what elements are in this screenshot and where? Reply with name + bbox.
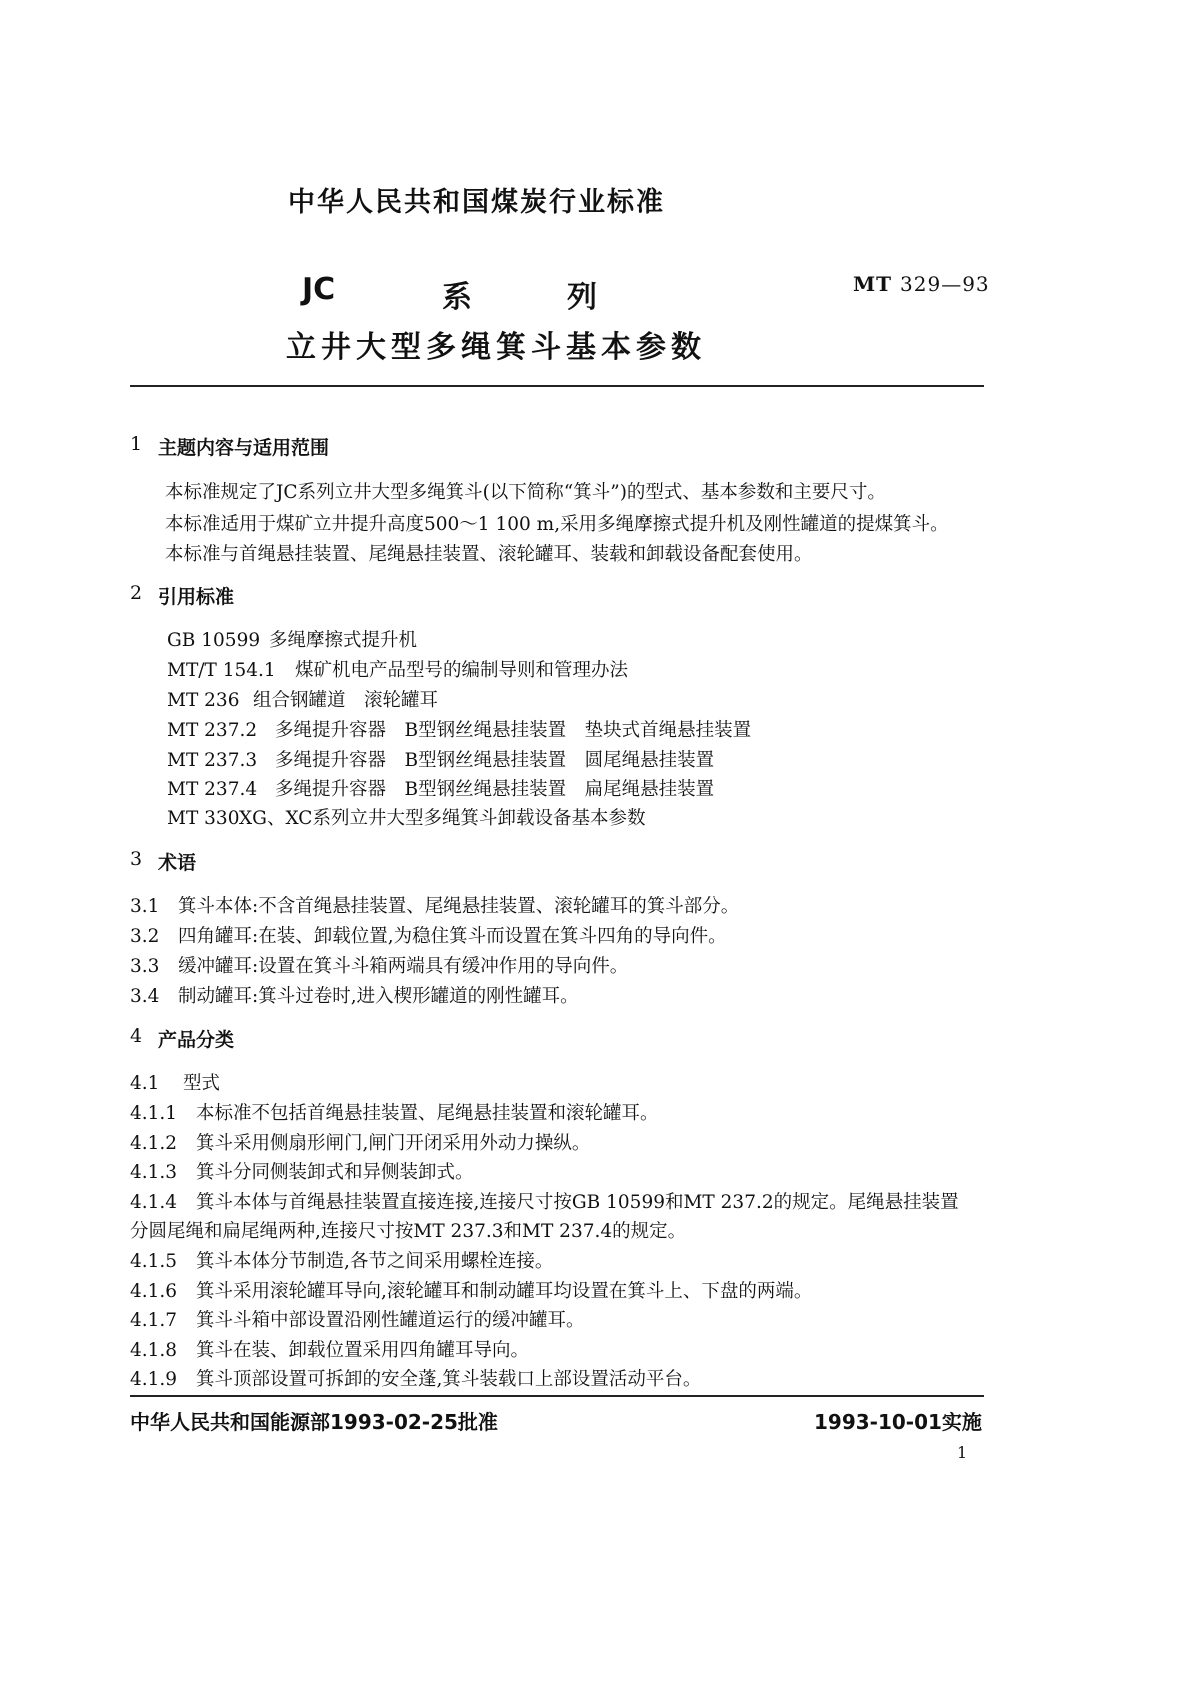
- clause-item: [130, 1158, 474, 1184]
- reference-code: GB 10599: [167, 630, 261, 651]
- reference-code: MT 236: [167, 690, 240, 711]
- section-3-number: 3: [130, 848, 143, 870]
- title-jc: JC: [302, 272, 336, 307]
- clause-item: [130, 1336, 529, 1362]
- reference-item: [167, 746, 714, 772]
- clause-number: 4.1.6: [130, 1281, 178, 1302]
- clause-text: 箕斗本体分节制造,各节之间采用螺栓连接。: [196, 1251, 554, 1272]
- reference-title: 多绳提升容器 B型钢丝绳悬挂装置 垫块式首绳悬挂装置: [275, 720, 752, 741]
- reference-code: MT 237.4: [167, 779, 258, 800]
- reference-title: 多绳提升容器 B型钢丝绳悬挂装置 扁尾绳悬挂装置: [275, 779, 715, 800]
- clause-text: 箕斗顶部设置可拆卸的安全蓬,箕斗装载口上部设置活动平台。: [196, 1369, 702, 1390]
- term-text: 缓冲罐耳:设置在箕斗斗箱两端具有缓冲作用的导向件。: [178, 956, 629, 977]
- reference-code: MT 237.2: [167, 720, 258, 741]
- term-number: 3.1: [130, 896, 160, 917]
- clause-item: [130, 1306, 585, 1332]
- approval-line: 中华人民共和国能源部1993-02-25批准: [130, 1410, 498, 1434]
- term-text: 箕斗本体:不含首绳悬挂装置、尾绳悬挂装置、滚轮罐耳的箕斗部分。: [178, 896, 740, 917]
- header-organization: 中华人民共和国煤炭行业标准: [288, 187, 665, 218]
- section-2-number: 2: [130, 582, 143, 604]
- clause-text: 箕斗分同侧装卸式和异侧装卸式。: [196, 1162, 474, 1183]
- section-1-paragraph: 本标准规定了JC系列立井大型多绳箕斗(以下简称“箕斗”)的型式、基本参数和主要尺寸。: [165, 482, 886, 503]
- clause-item: [130, 1188, 959, 1214]
- section-3-heading: 术语: [158, 852, 197, 874]
- section-4-number: 4: [130, 1025, 143, 1047]
- clause-number: 4.1.1: [130, 1103, 178, 1124]
- clause-text: 本标准不包括首绳悬挂装置、尾绳悬挂装置和滚轮罐耳。: [196, 1103, 659, 1124]
- term-text: 制动罐耳:箕斗过卷时,进入楔形罐道的刚性罐耳。: [178, 986, 579, 1007]
- clause-text: 分圆尾绳和扁尾绳两种,连接尺寸按MT 237.3和MT 237.4的规定。: [130, 1221, 687, 1242]
- clause-item: [130, 1129, 590, 1155]
- clause-text: 箕斗斗箱中部设置沿刚性罐道运行的缓冲罐耳。: [196, 1310, 585, 1331]
- title-lie: 列: [567, 280, 597, 315]
- reference-code: MT/T 154.1: [167, 660, 276, 681]
- clause-item: [130, 1069, 220, 1095]
- reference-item: [167, 686, 438, 712]
- reference-title: XG、XC系列立井大型多绳箕斗卸载设备基本参数: [239, 808, 646, 829]
- standard-code: [853, 272, 990, 296]
- term-text: 四角罐耳:在装、卸载位置,为稳住箕斗而设置在箕斗四角的导向件。: [178, 926, 727, 947]
- standard-code-number: 329—93: [900, 272, 990, 296]
- clause-number: 4.1.8: [130, 1340, 178, 1361]
- clause-number: 4.1.2: [130, 1133, 178, 1154]
- term-number: 3.2: [130, 926, 160, 947]
- term-item: [130, 982, 579, 1008]
- clause-item-continued: [130, 1217, 686, 1243]
- clause-number: 4.1.4: [130, 1192, 178, 1213]
- standard-code-prefix: MT: [853, 272, 893, 296]
- clause-item: [130, 1247, 553, 1273]
- clause-number: 4.1.5: [130, 1251, 178, 1272]
- clause-text: 箕斗采用滚轮罐耳导向,滚轮罐耳和制动罐耳均设置在箕斗上、下盘的两端。: [196, 1281, 813, 1302]
- section-1-number: 1: [130, 433, 143, 455]
- term-item: [130, 952, 628, 978]
- clause-text: 箕斗采用侧扇形闸门,闸门开闭采用外动力操纵。: [196, 1133, 591, 1154]
- effective-date: 1993-10-01实施: [814, 1410, 982, 1434]
- reference-item: [167, 775, 714, 801]
- title-xi: 系: [442, 280, 472, 315]
- reference-item: [167, 716, 751, 742]
- clause-item: [130, 1365, 701, 1391]
- section-1-heading: 主题内容与适用范围: [158, 437, 330, 459]
- reference-title: 多绳摩擦式提升机: [269, 630, 418, 651]
- clause-item: [130, 1099, 659, 1125]
- reference-title: 组合钢罐道 滚轮罐耳: [253, 690, 439, 711]
- reference-code: MT 330: [167, 808, 240, 829]
- clause-number: 4.1.9: [130, 1369, 178, 1390]
- term-number: 3.3: [130, 956, 160, 977]
- reference-title: 多绳提升容器 B型钢丝绳悬挂装置 圆尾绳悬挂装置: [275, 750, 715, 771]
- section-4-heading: 产品分类: [158, 1029, 235, 1051]
- clause-text: 箕斗本体与首绳悬挂装置直接连接,连接尺寸按GB 10599和MT 237.2的规定。尾绳悬挂装置: [196, 1192, 959, 1213]
- clause-text: 型式: [183, 1073, 221, 1094]
- document-title: 立井大型多绳箕斗基本参数: [286, 330, 706, 365]
- reference-code: MT 237.3: [167, 750, 258, 771]
- page-number: 1: [957, 1443, 968, 1462]
- reference-item: [167, 656, 628, 682]
- section-2-heading: 引用标准: [158, 586, 235, 608]
- header-rule: [130, 385, 984, 387]
- term-number: 3.4: [130, 986, 160, 1007]
- clause-number: 4.1.7: [130, 1310, 178, 1331]
- clause-number: 4.1.3: [130, 1162, 178, 1183]
- term-item: [130, 892, 739, 918]
- clause-number: 4.1: [130, 1073, 160, 1094]
- term-item: [130, 922, 727, 948]
- reference-item: [167, 626, 417, 652]
- clause-item: [130, 1277, 812, 1303]
- footer-rule: [130, 1395, 984, 1397]
- reference-item: [167, 804, 645, 830]
- section-1-paragraph: 本标准与首绳悬挂装置、尾绳悬挂装置、滚轮罐耳、装载和卸载设备配套使用。: [165, 544, 813, 565]
- section-1-paragraph: 本标准适用于煤矿立井提升高度500～1 100 m,采用多绳摩擦式提升机及刚性罐道的提煤箕斗。: [165, 514, 949, 535]
- reference-title: 煤矿机电产品型号的编制导则和管理办法: [295, 660, 629, 681]
- clause-text: 箕斗在装、卸载位置采用四角罐耳导向。: [196, 1340, 530, 1361]
